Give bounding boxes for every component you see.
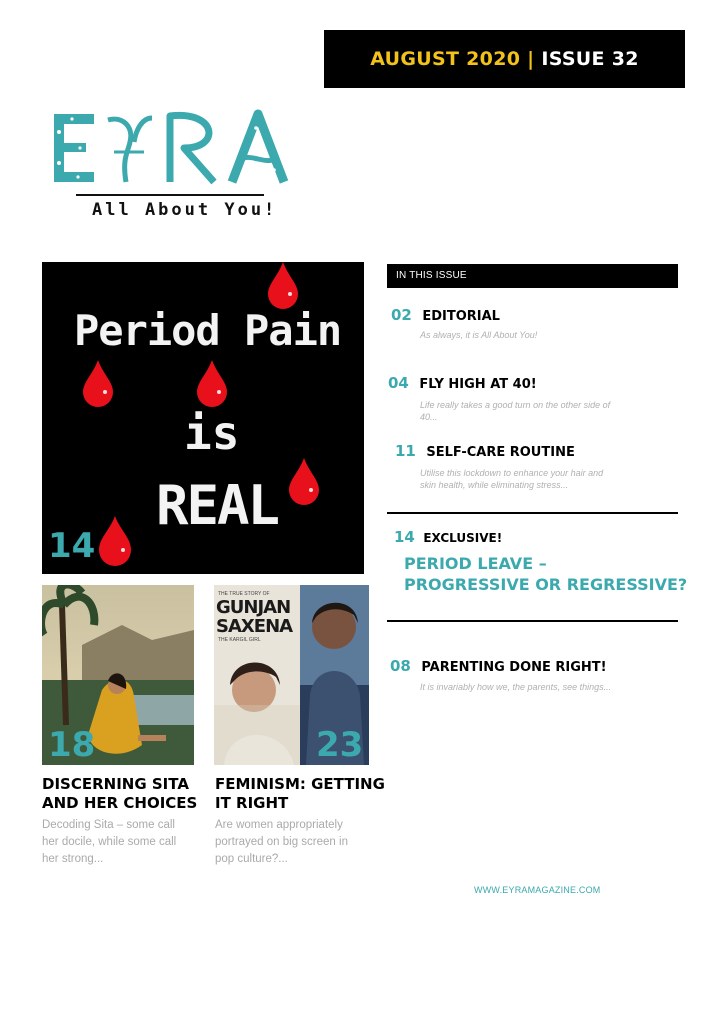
issue-separator: | — [527, 48, 535, 70]
toc-item-title: PARENTING DONE RIGHT! — [421, 660, 607, 675]
feminism-desc-line1: Are women appropriately — [215, 819, 343, 831]
toc-desc-line2: 40... — [420, 412, 438, 422]
sita-title-line2: AND HER CHOICES — [42, 794, 198, 812]
eyra-wordmark-logo — [50, 108, 290, 193]
hero-title-line3: REAL — [156, 474, 279, 537]
toc-item-title: FLY HIGH AT 40! — [419, 377, 537, 392]
exclusive-headline-line1: PERIOD LEAVE – — [404, 554, 547, 573]
toc-desc-line1: As always, it is All About You! — [420, 330, 538, 340]
hero-image-period-pain — [42, 262, 364, 574]
toc-item-self-care-desc — [420, 467, 603, 491]
divider-bottom — [387, 620, 678, 622]
issue-date: AUGUST 2020 — [370, 48, 521, 70]
exclusive-headline[interactable] — [404, 553, 687, 595]
toc-item-self-care[interactable] — [395, 442, 575, 461]
hero-title-line2: is — [184, 406, 240, 460]
tagline-rule — [76, 194, 264, 196]
sita-desc-line3: her strong... — [42, 853, 104, 865]
toc-desc-line1: Life really takes a good turn on the other side of — [420, 400, 611, 410]
toc-item-number: 11 — [395, 442, 416, 460]
toc-item-editorial[interactable] — [391, 306, 500, 325]
poster-title-gunjan: GUNJAN — [216, 597, 291, 618]
thumbnail-sita-painting[interactable] — [42, 585, 194, 765]
issue-number: ISSUE 32 — [541, 48, 639, 70]
toc-desc-line1: It is invariably how we, the parents, see things... — [420, 682, 612, 692]
issue-banner — [324, 30, 685, 88]
sita-article-title[interactable] — [42, 775, 197, 813]
sita-article-desc — [42, 817, 176, 868]
toc-header-label: IN THIS ISSUE — [396, 270, 467, 281]
feminism-title-line2: IT RIGHT — [215, 794, 289, 812]
gunjan-page-number: 23 — [316, 725, 364, 765]
exclusive-label: EXCLUSIVE! — [423, 531, 503, 545]
sita-title-line1: DISCERNING SITA — [42, 775, 189, 793]
toc-header — [387, 264, 678, 288]
tagline: All About You! — [92, 200, 278, 220]
exclusive-number: 14 — [394, 528, 415, 546]
toc-item-parenting-desc — [420, 681, 611, 693]
toc-item-editorial-desc — [420, 329, 537, 341]
thumbnail-gunjan-saxena-poster[interactable] — [214, 585, 369, 765]
toc-item-exclusive[interactable] — [394, 528, 502, 547]
toc-item-fly-high-desc — [420, 399, 610, 423]
sita-desc-line2: her docile, while some call — [42, 836, 177, 848]
toc-item-number: 04 — [388, 374, 409, 392]
toc-item-fly-high[interactable] — [388, 374, 537, 393]
hero-page-number: 14 — [48, 526, 96, 566]
hero-title-line1: Period Pain — [74, 306, 342, 355]
toc-item-title: EDITORIAL — [422, 309, 500, 324]
divider-top — [387, 512, 678, 514]
toc-desc-line2: skin health, while eliminating stress... — [420, 480, 569, 490]
feminism-article-title[interactable] — [215, 775, 385, 813]
poster-title-saxena: SAXENA — [216, 616, 293, 637]
toc-item-number: 02 — [391, 306, 412, 324]
toc-item-title: SELF-CARE ROUTINE — [426, 445, 575, 460]
eyra-logo — [50, 108, 290, 228]
feminism-title-line1: FEMINISM: GETTING — [215, 775, 385, 793]
toc-item-number: 08 — [390, 657, 411, 675]
sita-page-number: 18 — [48, 725, 96, 765]
poster-tagline: THE KARGIL GIRL — [218, 637, 261, 643]
toc-desc-line1: Utilise this lockdown to enhance your hair and — [420, 468, 604, 478]
feminism-desc-line2: portrayed on big screen in — [215, 836, 348, 848]
sita-desc-line1: Decoding Sita – some call — [42, 819, 175, 831]
issue-banner-text — [370, 48, 639, 70]
website-link[interactable]: WWW.EYRAMAGAZINE.COM — [474, 885, 601, 895]
exclusive-headline-line2: PROGRESSIVE OR REGRESSIVE? — [404, 575, 688, 594]
feminism-article-desc — [215, 817, 348, 868]
toc-item-parenting[interactable] — [390, 657, 607, 676]
poster-subtitle: THE TRUE STORY OF — [218, 591, 270, 597]
feminism-desc-line3: pop culture?... — [215, 853, 288, 865]
